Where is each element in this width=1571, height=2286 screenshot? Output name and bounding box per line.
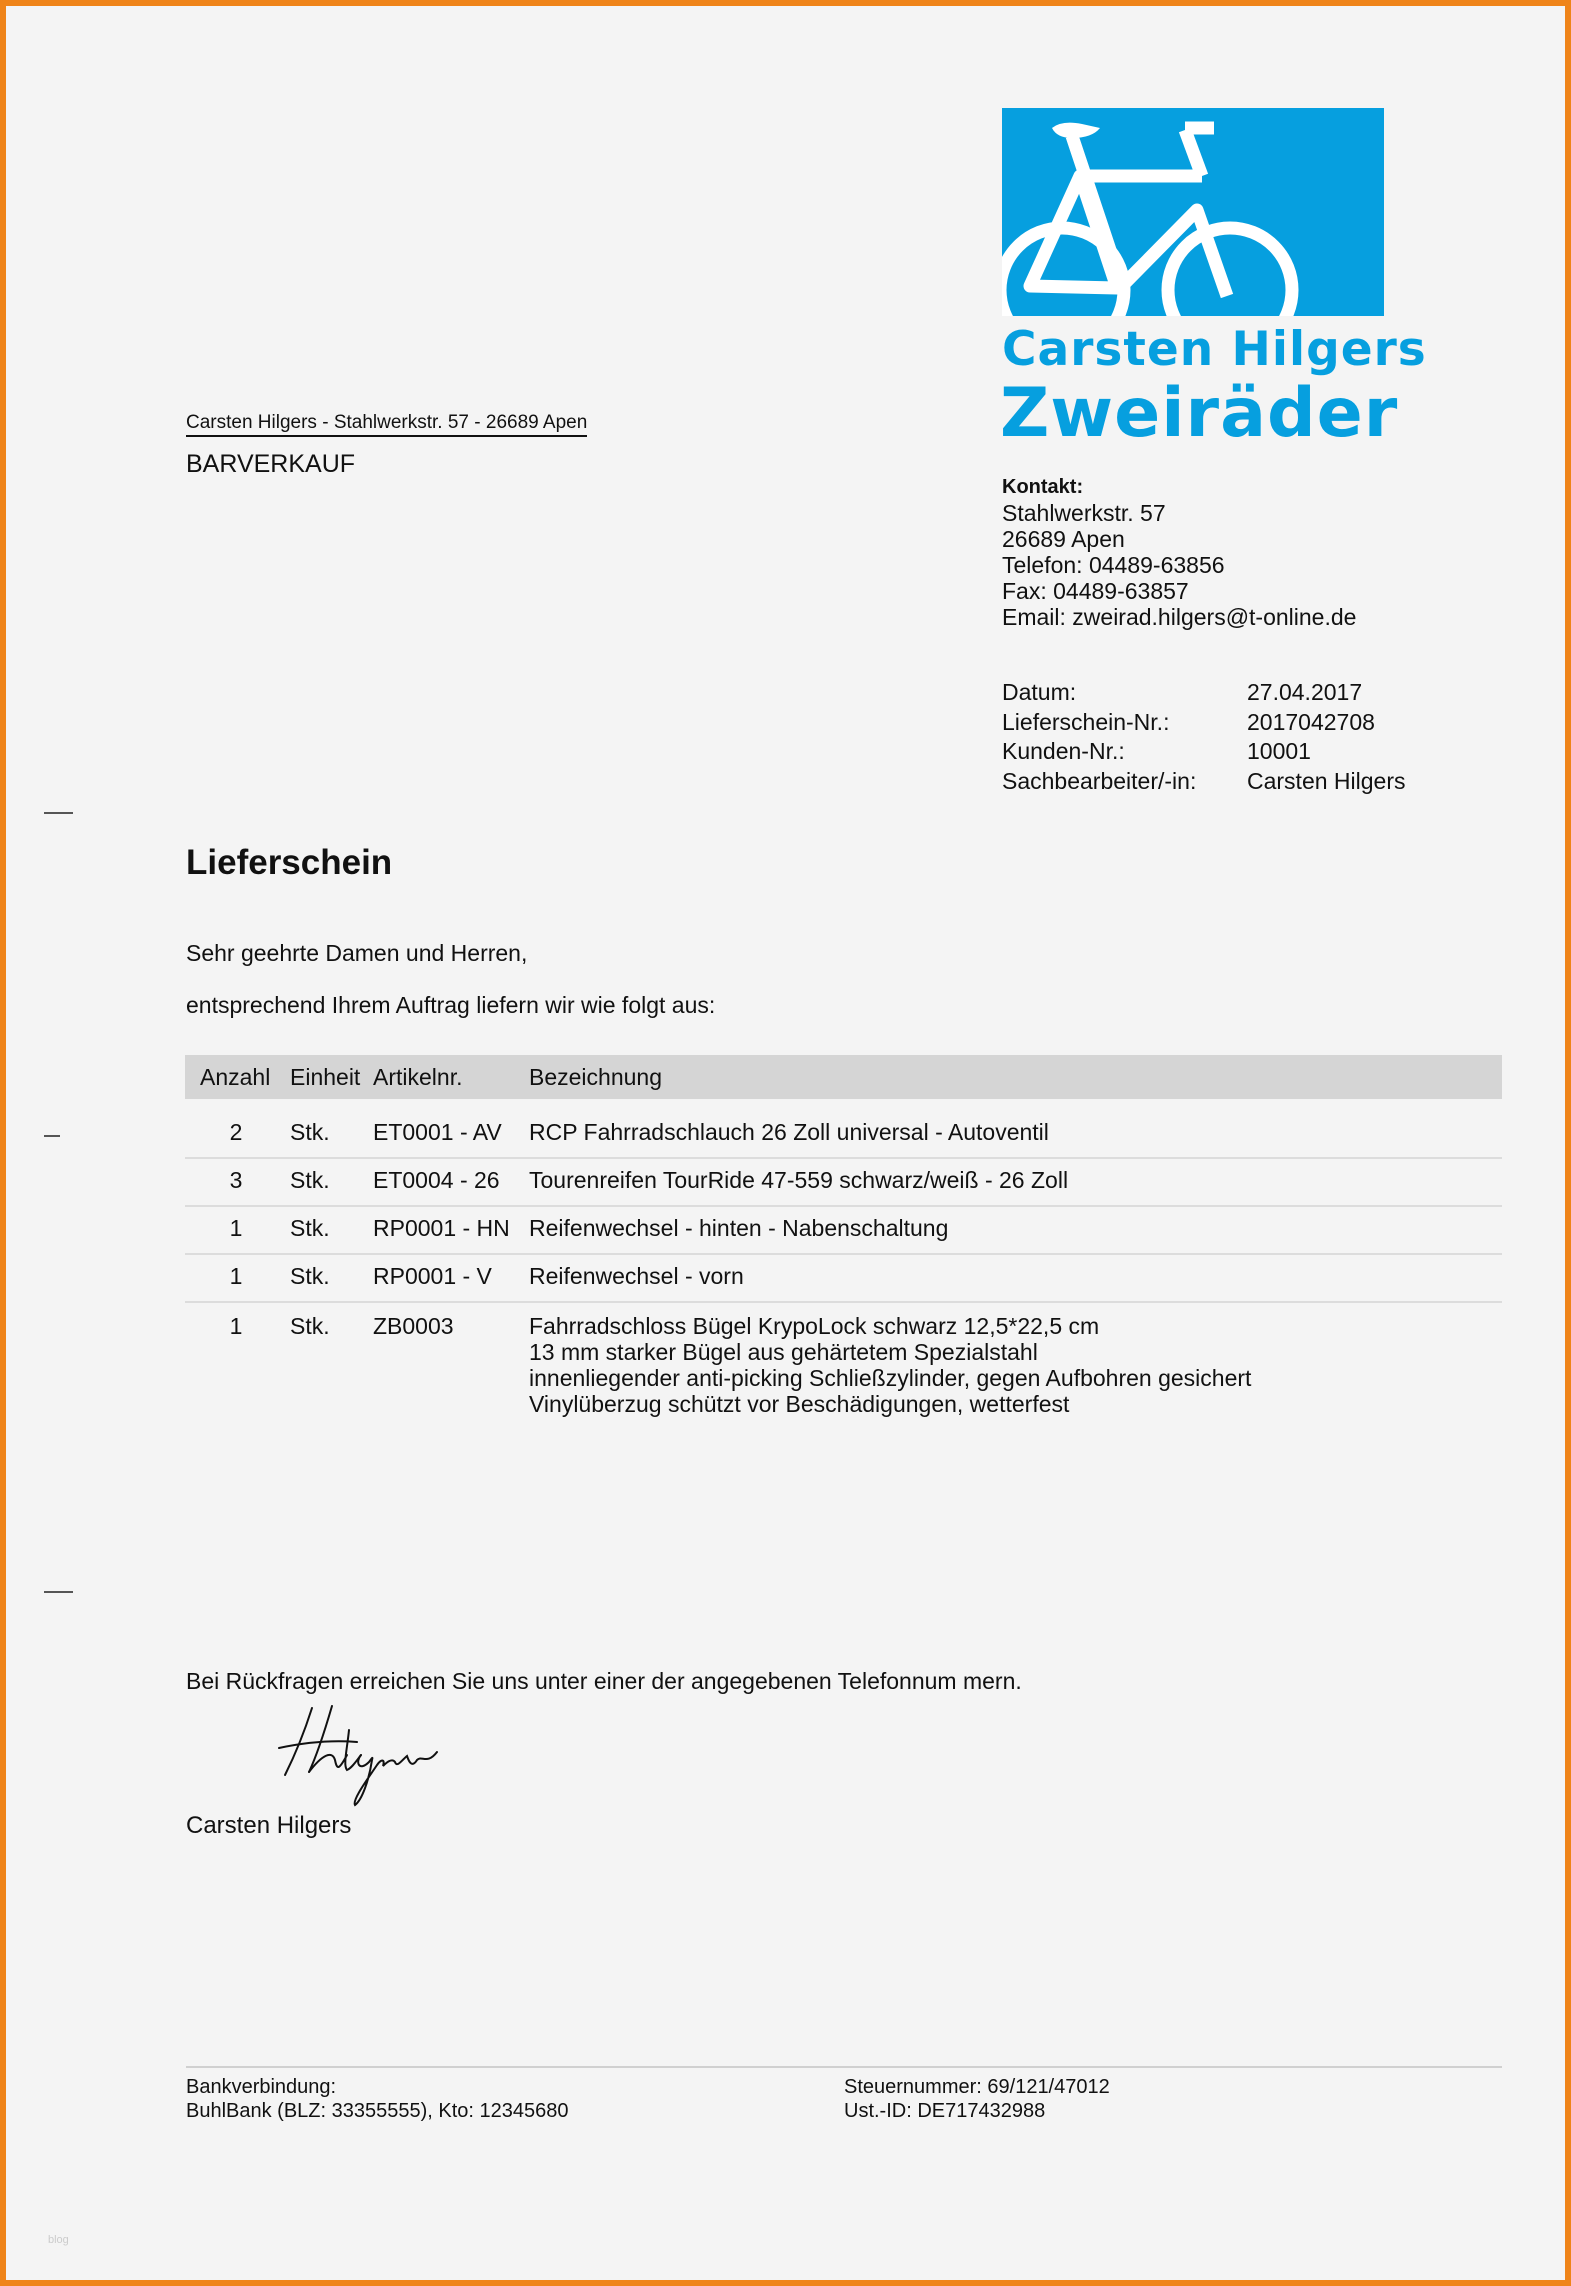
salutation: Sehr geehrte Damen und Herren, xyxy=(186,940,528,966)
row-qty: 1 xyxy=(229,1263,243,1289)
row-qty: 3 xyxy=(229,1167,243,1193)
row-article-number: ZB0003 xyxy=(373,1313,454,1339)
logo-company-subtitle: Zweiräder xyxy=(1000,374,1399,453)
tax-number: Steuernummer: 69/121/47012 xyxy=(844,2076,1110,2098)
meta-label: Sachbearbeiter/-in: xyxy=(1002,767,1197,794)
row-qty: 1 xyxy=(229,1313,243,1339)
intro-text: entsprechend Ihrem Auftrag liefern wir wie folgt aus: xyxy=(186,992,716,1018)
row-article-number: RP0001 - HN xyxy=(373,1215,510,1241)
contact-heading: Kontakt: xyxy=(1002,476,1084,498)
contact-fax: Fax: 04489-63857 xyxy=(1002,578,1189,604)
bicycle-logo-icon xyxy=(1002,108,1384,316)
description-line: Fahrradschloss Bügel KrypoLock schwarz 12,5*22,5 cm xyxy=(529,1313,1100,1339)
description-line: 13 mm starker Bügel aus gehärtetem Spezialstahl xyxy=(529,1339,1038,1365)
description-line: Reifenwechsel - vorn xyxy=(529,1263,744,1289)
row-divider xyxy=(185,1205,1502,1207)
recipient: BARVERKAUF xyxy=(186,450,356,478)
row-description xyxy=(529,1313,1251,1417)
description-line: RCP Fahrradschlauch 26 Zoll universal - Autoventil xyxy=(529,1119,1049,1145)
contact-email: Email: zweirad.hilgers@t-online.de xyxy=(1002,604,1357,630)
header-qty: Anzahl xyxy=(200,1064,271,1090)
bank-label: Bankverbindung: xyxy=(186,2076,337,2098)
row-divider xyxy=(185,1157,1502,1159)
meta-value: 27.04.2017 xyxy=(1247,679,1363,705)
row-unit: Stk. xyxy=(290,1263,330,1289)
row-article-number: ET0004 - 26 xyxy=(373,1167,500,1193)
row-divider xyxy=(185,1301,1502,1303)
row-article-number: RP0001 - V xyxy=(373,1263,492,1289)
row-qty: 2 xyxy=(229,1119,243,1145)
row-description xyxy=(529,1215,948,1241)
logo-company-name: Carsten Hilgers xyxy=(1002,322,1427,377)
footer-tax xyxy=(844,2075,1110,2123)
fold-mark xyxy=(44,812,73,814)
watermark: blog xyxy=(48,2234,69,2246)
row-description xyxy=(529,1119,1049,1145)
page-title: Lieferschein xyxy=(186,843,393,882)
header-article: Artikelnr. xyxy=(373,1064,463,1090)
row-description xyxy=(529,1167,1068,1193)
description-line: Vinylüberzug schützt vor Beschädigungen, wetterfest xyxy=(529,1391,1070,1417)
row-unit: Stk. xyxy=(290,1215,330,1241)
punch-mark xyxy=(44,1135,60,1137)
row-unit: Stk. xyxy=(290,1119,330,1145)
description-line: Tourenreifen TourRide 47-559 schwarz/weiß - 26 Zoll xyxy=(529,1167,1069,1193)
contact-city: 26689 Apen xyxy=(1002,526,1125,552)
header-unit: Einheit xyxy=(290,1064,361,1090)
meta-label: Kunden-Nr.: xyxy=(1002,738,1125,764)
fold-mark xyxy=(44,1591,73,1593)
row-unit: Stk. xyxy=(290,1313,330,1339)
contact-phone: Telefon: 04489-63856 xyxy=(1002,552,1225,578)
header-description: Bezeichnung xyxy=(529,1064,662,1090)
contact-block xyxy=(1002,472,1356,630)
sender-line: Carsten Hilgers - Stahlwerkstr. 57 - 26689 Apen xyxy=(186,412,587,437)
row-qty: 1 xyxy=(229,1215,243,1241)
row-article-number: ET0001 - AV xyxy=(373,1119,502,1145)
meta-label: Datum: xyxy=(1002,679,1077,705)
document-meta xyxy=(1002,678,1406,796)
row-description xyxy=(529,1263,744,1289)
row-divider xyxy=(185,1253,1502,1255)
closing-text: Bei Rückfragen erreichen Sie uns unter einer der angegebenen Telefonnum mern. xyxy=(186,1668,1022,1694)
bank-details: BuhlBank (BLZ: 33355555), Kto: 12345680 xyxy=(186,2100,569,2122)
signature-image xyxy=(277,1700,452,1815)
description-line: innenliegender anti-picking Schließzylinder, gegen Aufbohren gesichert xyxy=(529,1365,1252,1391)
footer-divider xyxy=(186,2066,1502,2068)
vat-id: Ust.-ID: DE717432988 xyxy=(844,2100,1046,2122)
meta-value: 10001 xyxy=(1247,738,1311,764)
meta-value: Carsten Hilgers xyxy=(1247,767,1406,794)
meta-label: Lieferschein-Nr.: xyxy=(1002,708,1170,735)
description-line: Reifenwechsel - hinten - Nabenschaltung xyxy=(529,1215,949,1241)
meta-value: 2017042708 xyxy=(1247,708,1375,735)
contact-street: Stahlwerkstr. 57 xyxy=(1002,500,1166,526)
row-unit: Stk. xyxy=(290,1167,330,1193)
signer-name: Carsten Hilgers xyxy=(186,1812,352,1839)
footer-bank xyxy=(186,2075,569,2123)
